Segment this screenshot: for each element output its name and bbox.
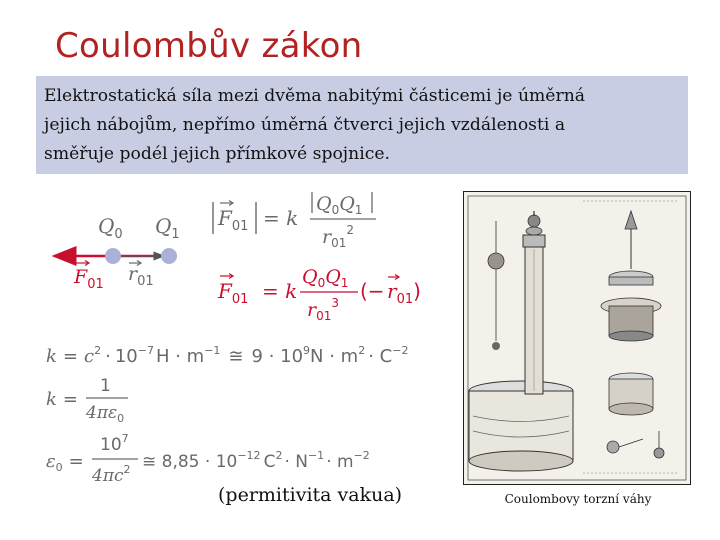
svg-text:ε0=: $\varepsilon_0$ = xyxy=(46,451,84,474)
permittivity-caption: (permitivita vakua) xyxy=(218,484,403,506)
svg-text:k=c2·10−7H · m−1≅9 · 109N · m2: $k = c^2 \cdot 10^{-7}$ $H \cdot m^{-1}$ ≅ $9 \cdot 10^9N \cdot m^2 \cdot C^{-2}$ xyxy=(46,344,409,367)
svg-text:r012: $r_{01}^2$ xyxy=(322,223,355,250)
svg-text:4πε0: $4\pi\varepsilon_0$ xyxy=(86,403,125,425)
svg-text:k=: k = xyxy=(46,389,79,410)
definition-line-1: Elektrostatická síla mezi dvěma nabitými částicemi je úměrná xyxy=(44,86,586,106)
svg-text:1: 1 xyxy=(100,376,111,396)
slide-title: Coulombův zákon xyxy=(55,26,363,66)
svg-text:Q0Q1: $Q_0Q_1$ xyxy=(316,193,363,217)
svg-text:107: $10^7$ xyxy=(100,432,129,455)
svg-text:= k: = k xyxy=(263,206,299,230)
distance-label: $r_{01}$ xyxy=(128,263,154,289)
charge-q0-label: $Q_0$ xyxy=(98,214,123,242)
svg-text:r01): $r_{01}$) xyxy=(387,279,421,307)
charge-q1-dot xyxy=(161,248,177,264)
torsion-balance-caption: Coulombovy torzní váhy xyxy=(504,492,652,506)
definition-line-2: jejich nábojům, nepřímo úměrná čtverci jejich vzdálenosti a xyxy=(44,115,566,135)
formula-magnitude xyxy=(213,192,376,250)
svg-text:≅ 8,85 · 10−12C2· N−1· m−2: ≅ $8,85 \cdot 10^{-12}$ $C^2 \cdot N^{-1} \cdot m^{-2}$ xyxy=(142,449,370,472)
force-label: $F_{01}$ xyxy=(74,266,104,292)
charges-diagram xyxy=(54,214,180,292)
torsion-balance-engraving xyxy=(463,191,691,485)
svg-text:F01: $F_{01}$ xyxy=(218,206,249,234)
formula-k1 xyxy=(46,344,408,367)
svg-text:r013: $r_{01}^3$ xyxy=(307,296,340,323)
svg-text:Q0Q1: $Q_0Q_1$ xyxy=(302,266,349,290)
charge-q1-label: $Q_1$ xyxy=(155,214,180,242)
svg-text:F01: $F_{01}$ xyxy=(218,279,249,307)
definition-line-3: směřuje podél jejich přímkové spojnice. xyxy=(44,144,390,164)
svg-text:4πc2: $4\pi c^2$ xyxy=(92,463,131,486)
svg-text:= k: = k xyxy=(262,279,298,303)
charge-q0-dot xyxy=(105,248,121,264)
formula-k2 xyxy=(46,376,128,425)
formula-vector xyxy=(217,266,421,323)
formula-epsilon xyxy=(46,432,370,486)
svg-text:(−: (− xyxy=(360,279,385,303)
